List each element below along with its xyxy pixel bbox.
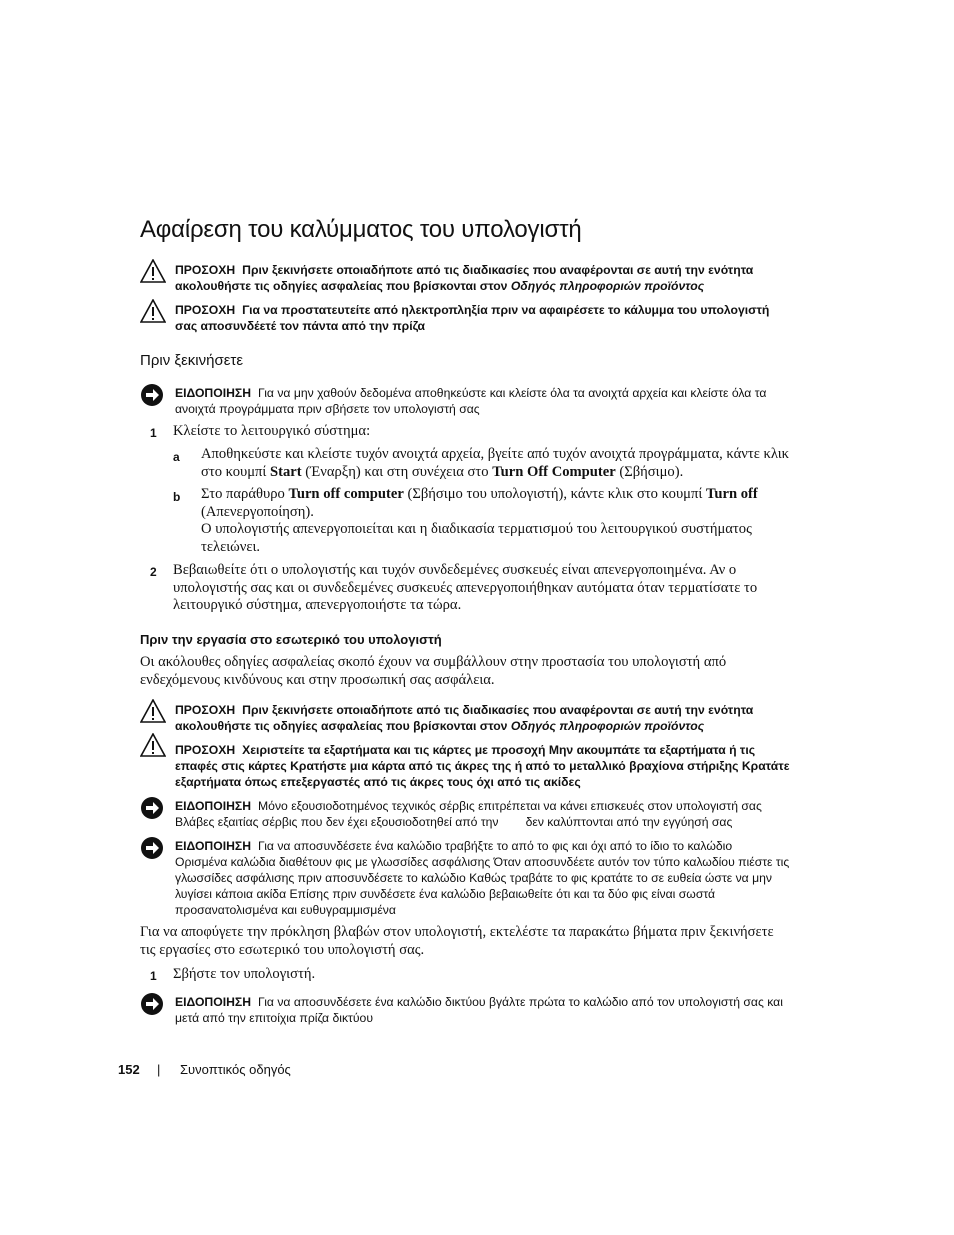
ui-term: Start xyxy=(270,463,302,480)
caution-text: Χειριστείτε τα εξαρτήματα και τις κάρτες με προσοχή Μην ακουμπάτε τα εξαρτήματα ή τις xyxy=(242,743,756,757)
step-line: υπολογιστής σας και οι συνδεδεμένες συσκευές απενεργοποιήθηκαν αυτόματα όταν τερματίσατε το xyxy=(173,579,758,596)
warning-triangle-icon xyxy=(140,733,166,757)
notice-label: ΕΙΔΟΠΟΙΗΣΗ xyxy=(175,995,252,1009)
step-number: 1 xyxy=(150,426,157,440)
caution-text: Πριν ξεκινήσετε οποιαδήποτε από τις διαδικασίες που αναφέρονται σε αυτή την ενότητα xyxy=(242,703,754,717)
paragraph-line: τις εργασίες στο εσωτερικό του υπολογιστή σας. xyxy=(140,941,425,958)
step-line: τελειώνει. xyxy=(201,538,261,555)
notice-text: Για να αποσυνδέσετε ένα καλώδιο δικτύου βγάλτε πρώτα το καλώδιο από τον υπολογιστή σας και xyxy=(258,995,783,1009)
ui-term: Turn off computer xyxy=(288,486,404,502)
caution-label: ΠΡΟΣΟΧΗ xyxy=(175,263,236,277)
step-text-fragment: στο κουμπί xyxy=(201,463,270,480)
caution-text: Πριν ξεκινήσετε οποιαδήποτε από τις διαδικασίες που αναφέρονται σε αυτή την ενότητα xyxy=(242,263,754,277)
notice-text: Βλάβες εξαιτίας σέρβις που δεν έχει εξουσιοδοτηθεί από την δεν καλύπτονται από την εγγύησή σας xyxy=(175,815,733,829)
step-text xyxy=(201,486,758,556)
step-letter: b xyxy=(173,490,181,504)
document-reference: Οδηγός πληροφοριών προϊόντος xyxy=(510,719,705,733)
footer-book-title: Συνοπτικός οδηγός xyxy=(180,1062,291,1077)
notice-label: ΕΙΔΟΠΟΙΗΣΗ xyxy=(175,386,252,400)
ui-term: Turn Off Computer xyxy=(492,463,616,480)
caution-text: εξαρτήματα όπως επεξεργαστές από τις άκρες τους όχι από τις ακίδες xyxy=(175,775,581,789)
step-line xyxy=(201,486,758,504)
document-reference: Οδηγός πληροφοριών προϊόντος xyxy=(510,279,705,293)
notice-arrow-icon xyxy=(140,383,166,407)
caution-text: Για να προστατευτείτε από ηλεκτροπληξία πριν να αφαιρέσετε το κάλυμμα του υπολογιστή xyxy=(242,303,770,317)
step-text-fragment: (Σβήσιμο του υπολογιστή), κάντε κλικ στο κουμπί xyxy=(403,486,706,502)
step-letter: a xyxy=(173,450,180,464)
caution-text: επαφές στις κάρτες Κρατήστε μια κάρτα από τις άκρες της ή από το μεταλλικό βραχίονα στήριξης Κρατάτε xyxy=(175,759,790,773)
notice-text: Για να μην χαθούν δεδομένα αποθηκεύστε και κλείστε όλα τα ανοιχτά αρχεία και κλείστε όλα τα xyxy=(258,386,767,400)
footer-separator: | xyxy=(157,1062,161,1077)
step-number: 2 xyxy=(150,565,157,579)
step-number: 1 xyxy=(150,969,157,983)
notice-text: Μόνο εξουσιοδοτημένος τεχνικός σέρβις επιτρέπεται να κάνει επισκευές στον υπολογιστή σας xyxy=(258,799,762,813)
paragraph xyxy=(140,654,726,689)
subsection-heading: Πριν την εργασία στο εσωτερικό του υπολογιστή xyxy=(140,632,442,647)
notice-text: μετά από την επιτοίχια πρίζα δικτύου xyxy=(175,1011,373,1025)
step-line: λειτουργικό σύστημα, απενεργοποιήστε τα τώρα. xyxy=(173,597,462,613)
step-text-fragment: Στο παράθυρο xyxy=(201,486,289,502)
ui-term: Turn off xyxy=(705,486,758,502)
step-text xyxy=(201,446,789,481)
step-text-fragment: (Έναρξη) και στη συνέχεια στο xyxy=(301,463,493,480)
step-text: Σβήστε τον υπολογιστή. xyxy=(173,966,316,982)
section-heading: Πριν ξεκινήσετε xyxy=(140,352,244,369)
warning-triangle-icon xyxy=(140,699,166,723)
caution-text: ακολουθήστε τις οδηγίες ασφαλείας που βρίσκονται στον xyxy=(175,279,511,293)
caution-label: ΠΡΟΣΟΧΗ xyxy=(175,303,236,317)
caution-text: σας αποσυνδέετέ τον πάντα από την πρίζα xyxy=(175,319,426,333)
notice-arrow-icon xyxy=(140,796,166,820)
step-line: Ο υπολογιστής απενεργοποιείται και η διαδικασία τερματισμού του λειτουργικού συστήματος xyxy=(201,521,752,537)
step-text: Κλείστε το λειτουργικό σύστημα: xyxy=(173,423,371,439)
paragraph-line: ενδεχόμενους κινδύνους και στην προσωπική σας ασφάλεια. xyxy=(140,671,495,688)
notice-arrow-icon xyxy=(140,992,166,1016)
notice-text: Ορισμένα καλώδια διαθέτουν φις με γλωσσίδες ασφάλισης Όταν αποσυνδέετε αυτόν τον τύπο καλωδίου πιέστε τις xyxy=(175,855,790,869)
step-line: (Απενεργοποίηση). xyxy=(201,503,314,520)
page-title: Αφαίρεση του καλύμματος του υπολογιστή xyxy=(140,216,582,243)
notice-text: γλωσσίδες ασφάλισης πριν αποσυνδέσετε το καλώδιο Καθώς τραβάτε το φις κρατάτε το σε ευθεία ώστε να μην xyxy=(175,871,772,885)
caution-text: ακολουθήστε τις οδηγίες ασφαλείας που βρίσκονται στον xyxy=(175,719,511,733)
paragraph xyxy=(140,924,774,959)
step-line xyxy=(201,464,789,482)
notice-text: ανοιχτά προγράμματα πριν σβήσετε τον υπολογιστή σας xyxy=(175,402,480,416)
warning-triangle-icon xyxy=(140,259,166,283)
paragraph-line: Για να αποφύγετε την πρόκληση βλαβών στον υπολογιστή, εκτελέστε τα παρακάτω βήματα πριν ξεκινήσετε xyxy=(140,924,774,940)
notice-arrow-icon xyxy=(140,836,166,860)
notice-text: λυγίσει κάποια ακίδα Επίσης πριν συνδέσετε ένα καλώδιο βεβαιωθείτε ότι και τα δύο φις είναι σωστά xyxy=(175,887,716,901)
notice-label: ΕΙΔΟΠΟΙΗΣΗ xyxy=(175,799,252,813)
step-line: Βεβαιωθείτε ότι ο υπολογιστής και τυχόν συνδεδεμένες συσκευές είναι απενεργοποιημένα. Αν ο xyxy=(173,562,737,578)
notice-label: ΕΙΔΟΠΟΙΗΣΗ xyxy=(175,839,252,853)
paragraph-line: Οι ακόλουθες οδηγίες ασφαλείας σκοπό έχουν να συμβάλλουν στην προστασία του υπολογιστή από xyxy=(140,654,727,670)
notice-text: προσανατολισμένα και ευθυγραμμισμένα xyxy=(175,903,396,917)
caution-label: ΠΡΟΣΟΧΗ xyxy=(175,743,236,757)
caution-label: ΠΡΟΣΟΧΗ xyxy=(175,703,236,717)
step-text xyxy=(173,562,757,615)
step-line: Αποθηκεύστε και κλείστε τυχόν ανοιχτά αρχεία, βγείτε από τυχόν ανοιχτά προγράμματα, κάντε κλικ xyxy=(201,446,790,462)
page-number: 152 xyxy=(118,1062,140,1077)
step-text-fragment: (Σβήσιμο). xyxy=(615,463,684,480)
warning-triangle-icon xyxy=(140,299,166,323)
notice-text: Για να αποσυνδέσετε ένα καλώδιο τραβήξτε το από το φις και όχι από το ίδιο το καλώδιο xyxy=(258,839,733,853)
